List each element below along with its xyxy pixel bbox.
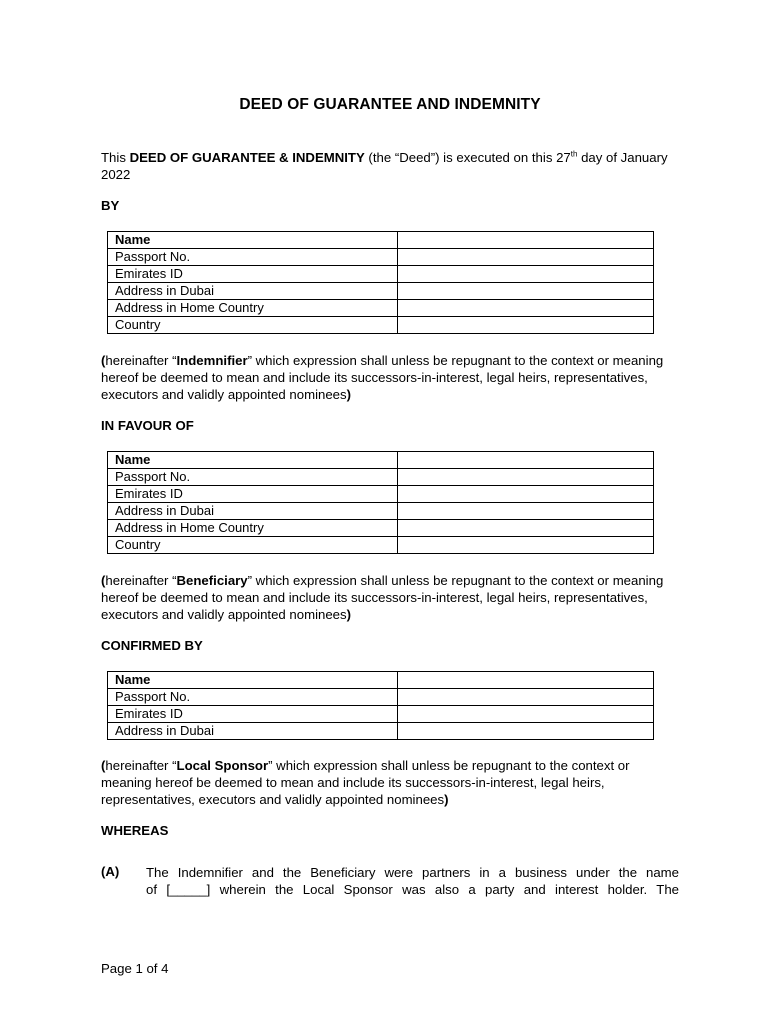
value-cell[interactable] <box>398 283 654 300</box>
definition-post: ” which expression shall unless be repugnant to the context or meaning hereof be deemed to mean and include its successors-in-interest, legal heirs, representatives, executors and validly appointed nominees <box>101 758 630 807</box>
value-cell[interactable] <box>398 469 654 486</box>
row-label: Emirates ID <box>108 266 398 283</box>
defined-term: Local Sponsor <box>176 758 269 773</box>
table-row <box>108 520 654 537</box>
row-label: Passport No. <box>108 469 398 486</box>
value-cell[interactable] <box>398 503 654 520</box>
row-label: Address in Dubai <box>108 283 398 300</box>
section-heading-whereas: WHEREAS <box>101 823 169 838</box>
page-number: Page 1 of 4 <box>101 961 169 976</box>
indemnifier-definition <box>101 352 681 403</box>
table-row <box>108 266 654 283</box>
table-row <box>108 469 654 486</box>
intro-middle: (the “Deed”) is executed on this 27 <box>364 150 571 165</box>
row-label: Address in Dubai <box>108 723 398 740</box>
value-cell[interactable] <box>398 672 654 689</box>
value-cell[interactable] <box>398 317 654 334</box>
value-cell[interactable] <box>398 452 654 469</box>
value-cell[interactable] <box>398 232 654 249</box>
table-row <box>108 486 654 503</box>
table-row <box>108 503 654 520</box>
beneficiary-details-table <box>107 451 654 554</box>
local-sponsor-definition <box>101 757 681 808</box>
value-cell[interactable] <box>398 537 654 554</box>
clause-a-line-1: The Indemnifier and the Beneficiary were partners in a business under the name <box>146 865 679 880</box>
value-cell[interactable] <box>398 723 654 740</box>
open-paren: ( <box>101 758 106 773</box>
row-label: Country <box>108 317 398 334</box>
row-label: Country <box>108 537 398 554</box>
open-paren: ( <box>101 573 106 588</box>
table-row <box>108 672 654 689</box>
row-label: Name <box>108 672 398 689</box>
definition-pre: hereinafter “ <box>105 573 177 588</box>
row-label: Passport No. <box>108 249 398 266</box>
section-heading-confirmed-by: CONFIRMED BY <box>101 638 203 653</box>
table-row <box>108 452 654 469</box>
row-label: Address in Home Country <box>108 300 398 317</box>
clause-a-line-2: of [_____] wherein the Local Sponsor was also a party and interest holder. The <box>146 882 679 897</box>
row-label: Address in Dubai <box>108 503 398 520</box>
table-row <box>108 689 654 706</box>
close-paren: ) <box>346 607 351 622</box>
table-row <box>108 537 654 554</box>
definition-post: ” which expression shall unless be repugnant to the context or meaning hereof be deemed to mean and include its successors-in-interest, legal heirs, representatives, executors and validly appointed nominees <box>101 353 664 402</box>
row-label: Emirates ID <box>108 706 398 723</box>
value-cell[interactable] <box>398 486 654 503</box>
definition-pre: hereinafter “ <box>105 758 177 773</box>
beneficiary-definition <box>101 572 681 623</box>
row-label: Name <box>108 232 398 249</box>
table-row <box>108 232 654 249</box>
intro-prefix: This <box>101 150 130 165</box>
table-row <box>108 706 654 723</box>
section-heading-in-favour-of: IN FAVOUR OF <box>101 418 194 433</box>
section-heading-by: BY <box>101 198 120 213</box>
definition-post: ” which expression shall unless be repugnant to the context or meaning hereof be deemed to mean and include its successors-in-interest, legal heirs, representatives, executors and validly appointed nominees <box>101 573 664 622</box>
value-cell[interactable] <box>398 266 654 283</box>
definition-pre: hereinafter “ <box>105 353 177 368</box>
table-row <box>108 723 654 740</box>
table-row <box>108 283 654 300</box>
row-label: Name <box>108 452 398 469</box>
intro-suffix: day of January 2022 <box>101 150 668 182</box>
indemnifier-details-table <box>107 231 654 334</box>
clause-label-a: (A) <box>101 864 120 879</box>
value-cell[interactable] <box>398 689 654 706</box>
value-cell[interactable] <box>398 706 654 723</box>
local-sponsor-details-table <box>107 671 654 740</box>
row-label: Emirates ID <box>108 486 398 503</box>
intro-deed-name: DEED OF GUARANTEE & INDEMNITY <box>129 150 365 165</box>
open-paren: ( <box>101 353 106 368</box>
defined-term: Indemnifier <box>176 353 248 368</box>
table-row <box>108 300 654 317</box>
table-row <box>108 317 654 334</box>
intro-paragraph <box>101 149 681 183</box>
table-row <box>108 249 654 266</box>
close-paren: ) <box>346 387 351 402</box>
row-label: Address in Home Country <box>108 520 398 537</box>
defined-term: Beneficiary <box>176 573 248 588</box>
value-cell[interactable] <box>398 520 654 537</box>
row-label: Passport No. <box>108 689 398 706</box>
value-cell[interactable] <box>398 300 654 317</box>
value-cell[interactable] <box>398 249 654 266</box>
close-paren: ) <box>444 792 449 807</box>
intro-ordinal-suffix: th <box>570 149 578 159</box>
document-title: DEED OF GUARANTEE AND INDEMNITY <box>239 96 541 113</box>
